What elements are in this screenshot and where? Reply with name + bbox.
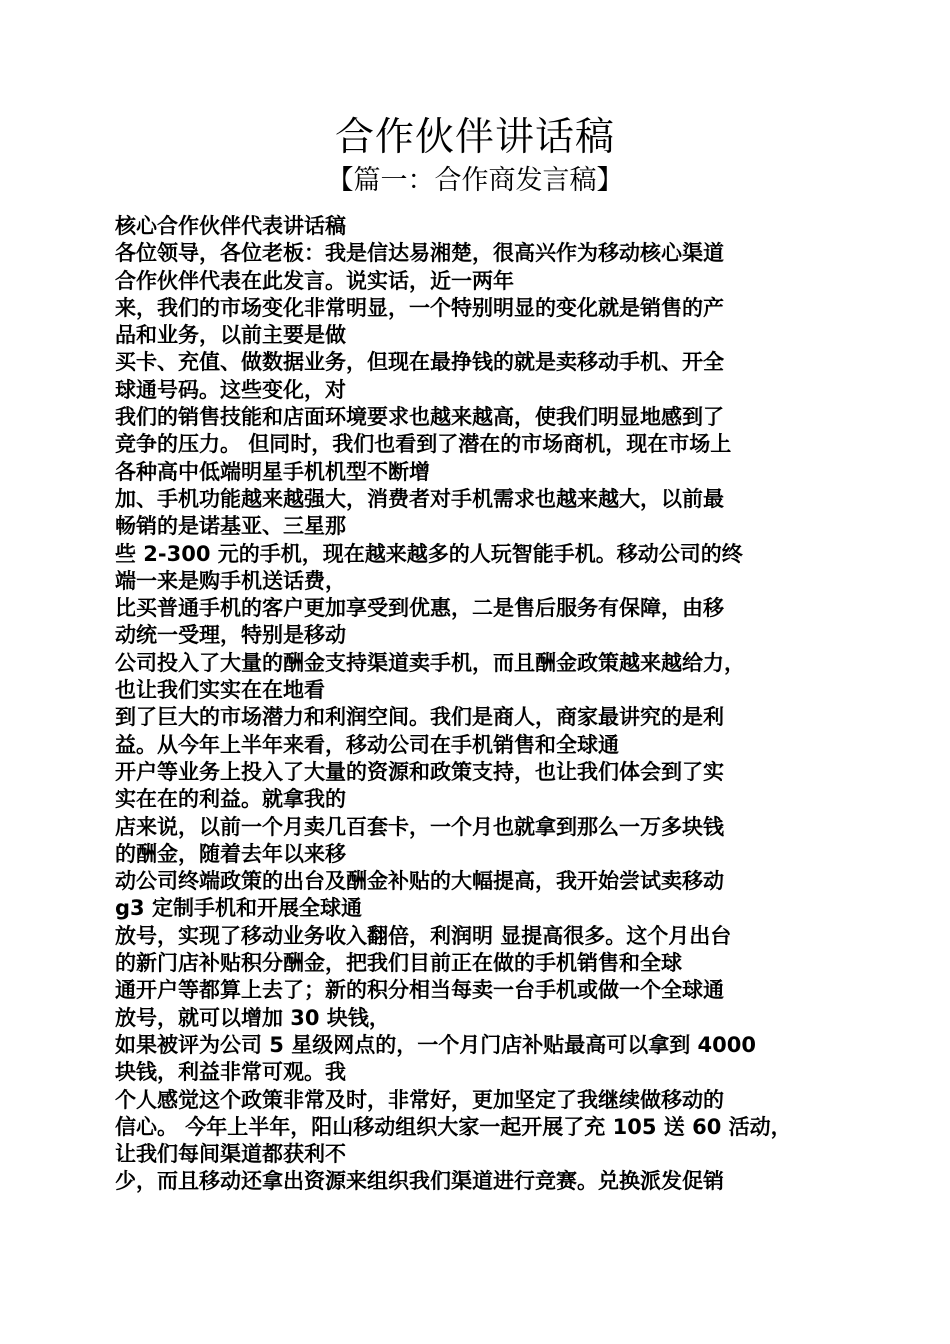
paragraph-line: 个人感觉这个政策非常及时，非常好，更加坚定了我继续做移动的: [115, 1087, 724, 1112]
paragraph-line: 实在在的利益。就拿我的: [115, 787, 346, 812]
paragraph-line: 各种高中低端明星手机机型不断增: [115, 459, 430, 484]
paragraph-line: 店来说，以前一个月卖几百套卡，一个月也就拿到那么一万多块钱: [115, 814, 724, 839]
paragraph-line: 些 2-300 元的手机，现在越来越多的人玩智能手机。移动公司的终: [115, 541, 743, 566]
paragraph-line: 各位领导，各位老板：我是信达易湘楚，很高兴作为移动核心渠道: [115, 241, 724, 266]
paragraph-line: 核心合作伙伴代表讲话稿: [115, 214, 346, 238]
paragraph-line: 动公司终端政策的出台及酬金补贴的大幅提高，我开始尝试卖移动: [115, 869, 724, 894]
paragraph-line: 的新门店补贴积分酬金，把我们目前正在做的手机销售和全球: [115, 951, 682, 976]
paragraph-line: 也让我们实实在在地看: [115, 678, 325, 703]
paragraph-line: 块钱，利益非常可观。我: [115, 1060, 346, 1085]
paragraph-line: 竞争的压力。 但同时，我们也看到了潜在的市场商机，现在市场上: [115, 432, 732, 457]
paragraph-line: 球通号码。这些变化，对: [115, 377, 346, 402]
paragraph-line: 合作伙伴代表在此发言。说实话，近一两年: [115, 268, 514, 293]
paragraph-line: 放号，实现了移动业务收入翻倍，利润明 显提高很多。这个月出台: [115, 923, 732, 948]
paragraph-line: 通开户等都算上去了；新的积分相当每卖一台手机或做一个全球通: [115, 978, 724, 1003]
paragraph-line: 加、手机功能越来越强大，消费者对手机需求也越来越大，以前最: [115, 486, 724, 511]
paragraph-line: 端一来是购手机送话费，: [115, 568, 346, 593]
paragraph-line: 畅销的是诺基亚、三星那: [115, 514, 346, 539]
paragraph-line: 的酬金，随着去年以来移: [115, 841, 346, 866]
document-subtitle: 【篇一：合作商发言稿】: [326, 165, 624, 196]
paragraph-line: 益。从今年上半年来看，移动公司在手机销售和全球通: [115, 732, 619, 757]
paragraph-line: 比买普通手机的客户更加享受到优惠，二是售后服务有保障，由移: [115, 596, 724, 621]
paragraph-line: 品和业务，以前主要是做: [115, 323, 346, 348]
document-body: [115, 213, 830, 1196]
paragraph-line: 买卡、充值、做数据业务，但现在最挣钱的就是卖移动手机、开全: [115, 350, 724, 375]
paragraph-line: 如果被评为公司 5 星级网点的，一个月门店补贴最高可以拿到 4000: [115, 1032, 756, 1057]
document-title: 合作伙伴讲话稿: [334, 115, 615, 160]
paragraph-line: 公司投入了大量的酬金支持渠道卖手机，而且酬金政策越来越给力，: [115, 650, 745, 675]
paragraph-line: 少，而且移动还拿出资源来组织我们渠道进行竞赛。兑换派发促销: [115, 1169, 724, 1194]
paragraph-line: 信心。 今年上半年，阳山移动组织大家一起开展了充 105 送 60 活动，: [115, 1114, 792, 1139]
paragraph-line: 让我们每间渠道都获利不: [115, 1142, 346, 1167]
paragraph-line: 到了巨大的市场潜力和利润空间。我们是商人，商家最讲究的是利: [115, 705, 724, 730]
paragraph-line: g3 定制手机和开展全球通: [115, 896, 362, 921]
paragraph-line: 来，我们的市场变化非常明显，一个特别明显的变化就是销售的产: [115, 295, 724, 320]
paragraph-line: 动统一受理，特别是移动: [115, 623, 346, 648]
paragraph-line: 我们的销售技能和店面环境要求也越来越高，使我们明显地感到了: [115, 405, 724, 430]
paragraph-line: 放号，就可以增加 30 块钱，: [115, 1005, 390, 1030]
paragraph-line: 开户等业务上投入了大量的资源和政策支持，也让我们体会到了实: [115, 759, 724, 784]
